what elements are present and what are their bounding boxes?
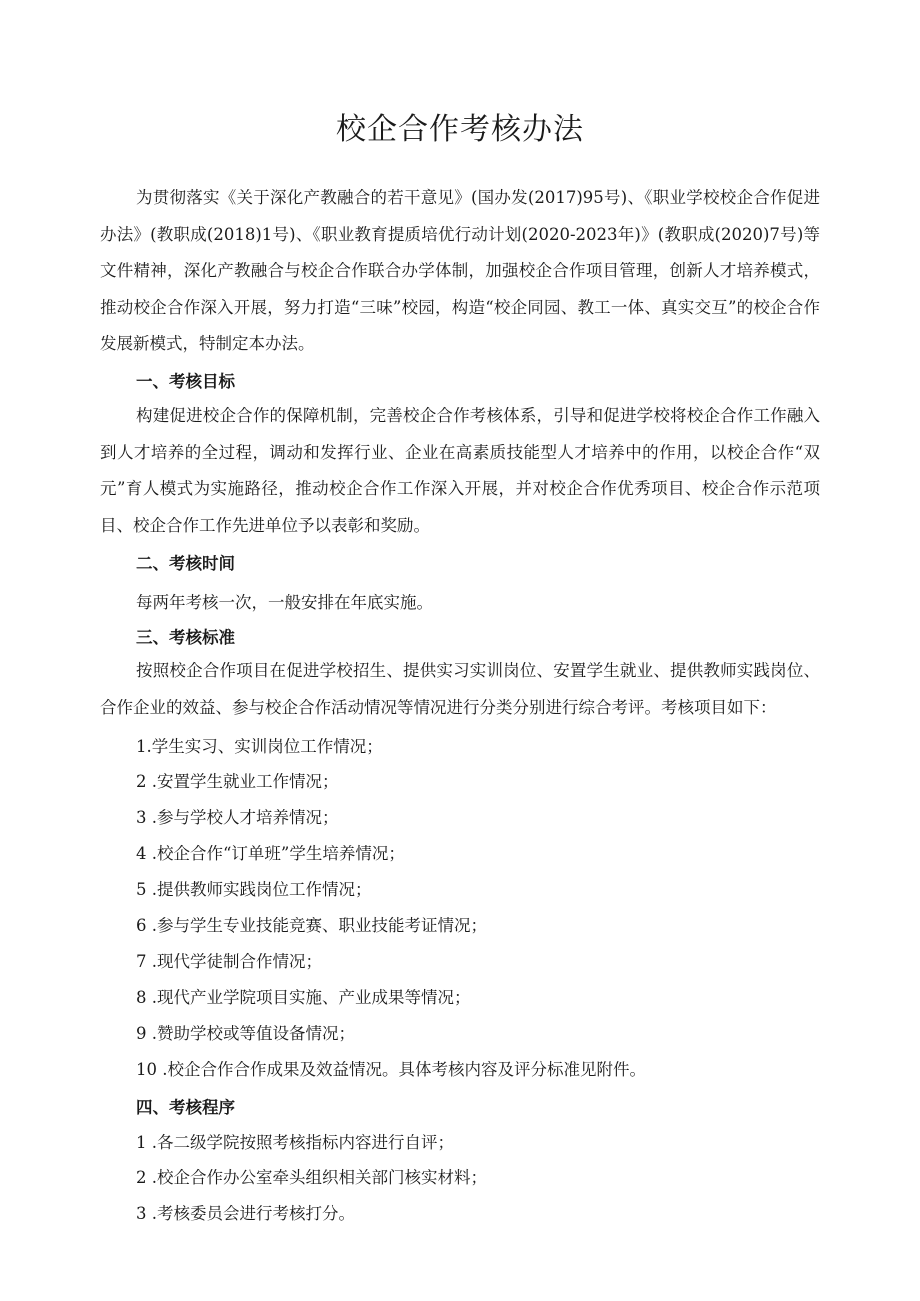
- standard-item-1: 1.学生实习、实训岗位工作情况；: [136, 737, 383, 756]
- procedure-item-1: 1 .各二级学院按照考核指标内容进行自评；: [136, 1133, 454, 1152]
- intro-paragraph: 为贯彻落实《关于深化产教融合的若干意见》(国办发(2017)95号)、《职业学校校企合作促进办法》(教职成(2018)1号)、《职业教育提质培优行动计划(2020-2023年)》(教职成(2020)7号)等文件精神，深化产教融合与校企合作联合办学体制，加强校企合作项目管理，创新人才培养模式，推动校企合作深入开展，努力打造“三味”校园，构造“校企同园、教工一体、真实交互”的校企合作发展新模式，特制定本办法。: [100, 188, 820, 353]
- section-heading-goal: 一、考核目标: [136, 372, 235, 391]
- standard-item-4: 4 .校企合作“订单班”学生培养情况；: [136, 844, 405, 863]
- section-body-standard: 按照校企合作项目在促进学校招生、提供实习实训岗位、安置学生就业、提供教师实践岗位、合作企业的效益、参与校企合作活动情况等情况进行分类分别进行综合考评。考核项目如下：: [100, 661, 820, 717]
- document-title: 校企合作考核办法: [336, 112, 584, 147]
- standard-item-7: 7 .现代学徒制合作情况；: [136, 952, 322, 971]
- standard-item-6: 6 .参与学生专业技能竞赛、职业技能考证情况；: [136, 916, 487, 935]
- procedure-item-3: 3 .考核委员会进行考核打分。: [136, 1204, 355, 1223]
- standard-item-5: 5 .提供教师实践岗位工作情况；: [136, 880, 372, 899]
- section-body-time: 每两年考核一次，一般安排在年底实施。: [136, 593, 433, 612]
- procedure-item-2: 2 .校企合作办公室牵头组织相关部门核实材料；: [136, 1168, 487, 1187]
- standard-item-9: 9 .赞助学校或等值设备情况；: [136, 1024, 355, 1043]
- section-heading-standard: 三、考核标准: [136, 628, 235, 647]
- section-heading-time: 二、考核时间: [136, 554, 235, 573]
- section-heading-procedure: 四、考核程序: [136, 1098, 235, 1117]
- standard-item-3: 3 .参与学校人才培养情况；: [136, 808, 339, 827]
- section-body-goal: 构建促进校企合作的保障机制，完善校企合作考核体系，引导和促进学校将校企合作工作融入到人才培养的全过程，调动和发挥行业、企业在高素质技能型人才培养中的作用，以校企合作“双元”育人模式为实施路径，推动校企合作工作深入开展，并对校企合作优秀项目、校企合作示范项目、校企合作工作先进单位予以表彰和奖励。: [100, 406, 820, 535]
- standard-item-2: 2 .安置学生就业工作情况；: [136, 772, 339, 791]
- standard-item-10: 10 .校企合作合作成果及效益情况。具体考核内容及评分标准见附件。: [136, 1060, 646, 1079]
- standard-item-8: 8 .现代产业学院项目实施、产业成果等情况；: [136, 988, 471, 1007]
